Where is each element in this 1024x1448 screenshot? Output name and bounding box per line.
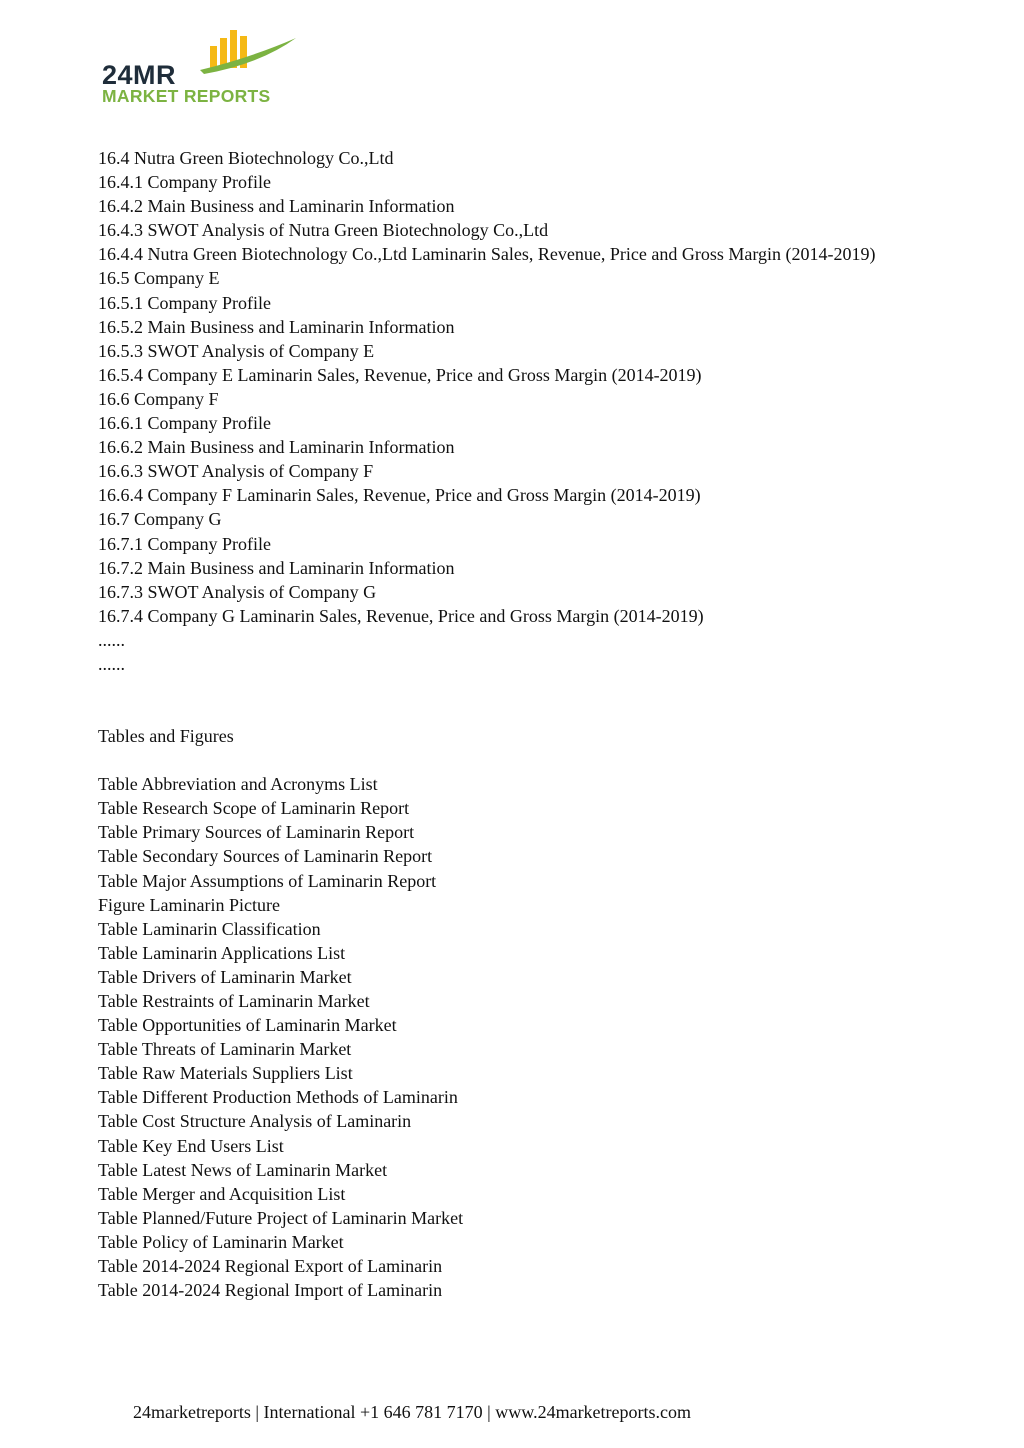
toc-item: 16.7.3 SWOT Analysis of Company G <box>98 581 377 602</box>
tables-figures-list <box>98 772 978 1302</box>
toc-item: 16.5.1 Company Profile <box>98 292 271 313</box>
toc-item: 16.6.3 SWOT Analysis of Company F <box>98 461 374 482</box>
toc-item: 16.4.1 Company Profile <box>98 172 271 193</box>
table-list-item: Figure Laminarin Picture <box>98 894 280 915</box>
toc-item: 16.4.3 SWOT Analysis of Nutra Green Biotechnology Co.,Ltd <box>98 220 549 241</box>
toc-item: 16.6 Company F <box>98 388 219 409</box>
toc-item: 16.5 Company E <box>98 268 220 289</box>
table-list-item: Table Key End Users List <box>98 1135 284 1156</box>
footer-contact-text: 24marketreports | International +1 646 781 7170 | www.24marketreports.com <box>132 1402 692 1422</box>
logo-text-24mr: 24MR <box>102 60 177 90</box>
table-list-item: Table Threats of Laminarin Market <box>98 1039 352 1060</box>
table-list-item: Table Laminarin Classification <box>98 918 321 939</box>
table-list-item: Table Different Production Methods of Laminarin <box>98 1087 458 1108</box>
toc-item: 16.4 Nutra Green Biotechnology Co.,Ltd <box>98 148 394 168</box>
toc-ellipsis: ...... <box>98 653 125 674</box>
toc-item: 16.6.1 Company Profile <box>98 413 271 434</box>
table-list-item: Table Major Assumptions of Laminarin Report <box>98 870 437 891</box>
toc-list <box>98 146 978 676</box>
page-footer <box>0 1400 1024 1424</box>
table-list-item: Table Research Scope of Laminarin Report <box>98 798 410 819</box>
table-list-item: Table Secondary Sources of Laminarin Report <box>98 846 433 867</box>
toc-item: 16.5.3 SWOT Analysis of Company E <box>98 340 375 361</box>
table-list-item: Table Latest News of Laminarin Market <box>98 1159 388 1180</box>
document-body <box>98 146 978 1302</box>
logo-bar-1 <box>210 46 217 68</box>
table-list-item: Table Laminarin Applications List <box>98 942 346 963</box>
toc-ellipsis: ...... <box>98 629 125 650</box>
table-list-item: Table Opportunities of Laminarin Market <box>98 1015 397 1036</box>
company-logo <box>100 28 310 108</box>
table-list-item: Table Policy of Laminarin Market <box>98 1231 344 1252</box>
table-list-item: Table Restraints of Laminarin Market <box>98 991 370 1011</box>
table-list-item: Table Primary Sources of Laminarin Report <box>98 822 415 843</box>
toc-item: 16.5.4 Company E Laminarin Sales, Revenue, Price and Gross Margin (2014-2019) <box>98 364 702 385</box>
toc-item: 16.4.4 Nutra Green Biotechnology Co.,Ltd Laminarin Sales, Revenue, Price and Gross Margin (2014-2019) <box>98 244 876 265</box>
logo-text-market-reports: MARKET REPORTS <box>102 86 271 106</box>
table-list-item: Table Raw Materials Suppliers List <box>98 1063 353 1084</box>
section-heading-tables-and-figures: Tables and Figures <box>98 726 234 747</box>
table-list-item: Table 2014-2024 Regional Import of Laminarin <box>98 1280 443 1301</box>
toc-item: 16.7.1 Company Profile <box>98 533 271 554</box>
table-list-item: Table Cost Structure Analysis of Laminarin <box>98 1111 412 1132</box>
table-list-item: Table Merger and Acquisition List <box>98 1183 346 1204</box>
toc-item: 16.6.2 Main Business and Laminarin Information <box>98 437 455 458</box>
toc-item: 16.5.2 Main Business and Laminarin Information <box>98 316 455 337</box>
toc-item: 16.7.2 Main Business and Laminarin Information <box>98 557 455 578</box>
toc-item: 16.4.2 Main Business and Laminarin Information <box>98 196 455 217</box>
toc-item: 16.7.4 Company G Laminarin Sales, Revenue, Price and Gross Margin (2014-2019) <box>98 605 704 626</box>
toc-item: 16.6.4 Company F Laminarin Sales, Revenue, Price and Gross Margin (2014-2019) <box>98 485 701 506</box>
table-list-item: Table Drivers of Laminarin Market <box>98 966 352 987</box>
table-list-item: Table Abbreviation and Acronyms List <box>98 774 378 795</box>
table-list-item: Table 2014-2024 Regional Export of Laminarin <box>98 1256 443 1277</box>
table-list-item: Table Planned/Future Project of Laminarin Market <box>98 1207 464 1228</box>
toc-item: 16.7 Company G <box>98 509 222 530</box>
